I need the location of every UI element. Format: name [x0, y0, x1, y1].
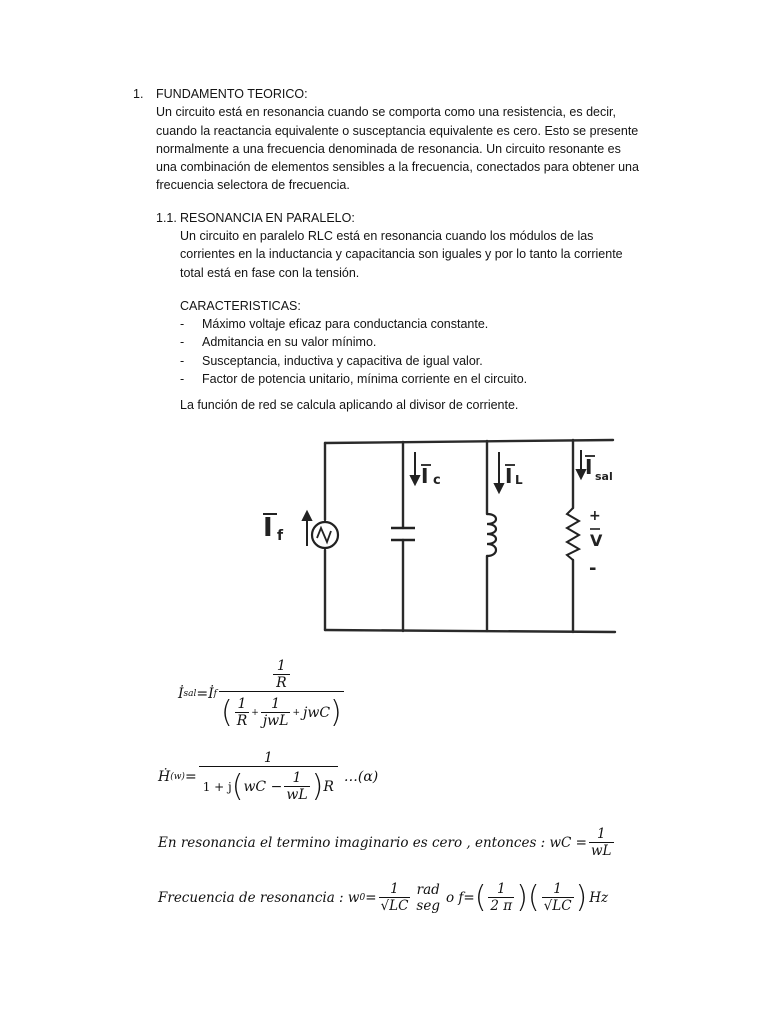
eq1-lhs-sub: sal [183, 689, 197, 699]
network-function-text: La función de red se calcula aplicando al divisor de corriente. [180, 398, 519, 412]
eq1-den-one-b: 1 [271, 696, 281, 712]
eq4-one-c: 1 [553, 881, 562, 897]
section-1-number: 1. [133, 87, 144, 101]
paragraph-line: Un circuito en paralelo RLC está en resonancia cuando los módulos de las [180, 229, 594, 243]
eq2-wL: wL [286, 787, 308, 803]
ind-current-sub: L [515, 473, 523, 487]
source-current-label: I [263, 513, 273, 543]
eq2-equals: = [184, 769, 197, 785]
out-current-sub: sal [595, 470, 613, 483]
eq4-of: o f [445, 889, 464, 906]
eq1-num-one: 1 [276, 658, 286, 674]
cap-current-sub: c [433, 473, 441, 488]
eq3-wL: wL [591, 843, 612, 859]
bullet: - [180, 353, 185, 368]
eq2-R: R [323, 778, 334, 795]
current-source-icon [312, 522, 338, 548]
section-1-1-number: 1.1. [156, 211, 177, 225]
top-wire [325, 440, 613, 443]
eq2-lhs-sub: (w) [170, 772, 185, 782]
eq4-twopi: 2 π [490, 898, 513, 914]
paragraph-line: cuando la reactancia equivalente o susceptancia equivalente es cero. Esto se presente [156, 123, 639, 138]
inductor-icon [487, 514, 496, 556]
cap-current-label: I [421, 464, 429, 488]
out-current-label: I [585, 455, 593, 479]
list-item-text: Admitancia en su valor mínimo. [202, 335, 377, 350]
eq1-equals: = [196, 686, 209, 702]
paragraph-line: frecuencia selectora de frecuencia. [156, 178, 350, 193]
eq2-wC: wC − [243, 778, 283, 795]
paragraph-line: normalmente a una frecuencia denominada de resonancia. Un circuito resonante es [156, 141, 621, 156]
eq4-sqrtLC-b: √LC [543, 898, 572, 914]
eq4-sqrtLC-a: √LC [380, 898, 409, 914]
voltage-plus: + [589, 508, 601, 524]
eq2-fraction: 1 1 + j ( wC − $\frac{1}{wL}$ ) R [199, 750, 338, 804]
eq4-one-a: 1 [390, 881, 399, 897]
section-1-heading: FUNDAMENTO TEORICO: [156, 87, 308, 101]
paragraph-line: corrientes en la inductancia y capacitancia son iguales y por lo tanto la corriente [180, 247, 623, 262]
section-1-block [156, 85, 639, 195]
eq4-equals-a: = [365, 889, 377, 906]
list-item [180, 370, 527, 388]
eq1-plus-a: + [251, 707, 259, 718]
eq1-den-R: R [236, 713, 248, 729]
eq1-if-sub: f [213, 689, 218, 699]
eq4-sub0: 0 [359, 892, 366, 903]
eq1-jwC: jwC [303, 704, 331, 721]
eq4-Hz: Hz [589, 889, 609, 906]
list-item [180, 333, 527, 351]
section-1-1-heading: RESONANCIA EN PARALELO: [180, 211, 355, 225]
eq2-den-prefix: 1 + j [202, 779, 232, 794]
eq2-num-one: 1 [263, 750, 273, 766]
characteristics-list [180, 315, 527, 388]
resistor-icon [567, 508, 579, 560]
eq4-rad: rad [416, 881, 440, 898]
ind-current-label: I [505, 464, 513, 488]
characteristics-heading: CARACTERISTICAS: [180, 299, 301, 313]
eq4-seg: seg [416, 897, 440, 914]
eq1-num-R: R [273, 674, 290, 691]
bullet: - [180, 335, 185, 350]
eq1-main-fraction: 1 R ( $\frac{1}{R}$ + $\frac{1}{\text{jwL}}$ + jwC ) [221, 658, 342, 730]
eq1-plus-b: + [292, 707, 300, 718]
bottom-wire [325, 630, 615, 632]
bullet: - [180, 317, 185, 331]
paragraph-line: Un circuito está en resonancia cuando se comporta como una resistencia, es decir, [156, 105, 616, 120]
paragraph-line: una combinación de elementos sensibles a la frecuencia, conectados para obtener una [156, 160, 639, 175]
eq4-equals-b: = [463, 889, 475, 906]
equation-isal [178, 658, 346, 730]
eq1-if: İ [208, 686, 214, 702]
eq2-lhs: Ḣ [158, 769, 171, 785]
list-item-text: Factor de potencia unitario, mínima corriente en el circuito. [202, 371, 528, 386]
equation-resonance-frequency: Frecuencia de resonancia : w 0 = $\frac{1}{√LC}$ rad seg o f = ( $\frac{1}{2 \pi}$ ) ( $\frac{1}{√LC}$ ) Hz [158, 880, 609, 915]
bullet: - [180, 371, 185, 386]
current-arrows [303, 450, 585, 546]
eq1-lhs: İ [178, 686, 184, 702]
list-item-text: Susceptancia, inductiva y capacitiva de igual valor. [202, 353, 483, 368]
eq3-text: En resonancia el termino imaginario es cero , entonces : wC = [158, 834, 587, 851]
eq1-den-jwL: jwL [262, 713, 289, 729]
eq2-tag: …(α) [343, 769, 379, 785]
equation-h [158, 750, 378, 804]
capacitor-icon [391, 528, 415, 540]
source-current-sub: f [277, 528, 284, 544]
section-1-1-paragraph [180, 227, 623, 282]
list-item [180, 352, 527, 370]
eq4-one-b: 1 [497, 881, 506, 897]
list-item [180, 315, 527, 333]
list-item-text: Máximo voltaje eficaz para conductancia constante. [202, 317, 489, 331]
equation-resonance-condition [158, 826, 616, 859]
voltage-minus: - [589, 558, 597, 579]
eq4-text: Frecuencia de resonancia : w [158, 889, 360, 906]
voltage-label: V [590, 531, 603, 550]
paragraph-line: total está en fase con la tensión. [180, 265, 360, 280]
eq2-one-b: 1 [292, 770, 302, 786]
eq1-den-one-a: 1 [237, 696, 247, 712]
eq3-one: 1 [596, 826, 606, 842]
rlc-parallel-circuit-diagram [255, 428, 625, 668]
